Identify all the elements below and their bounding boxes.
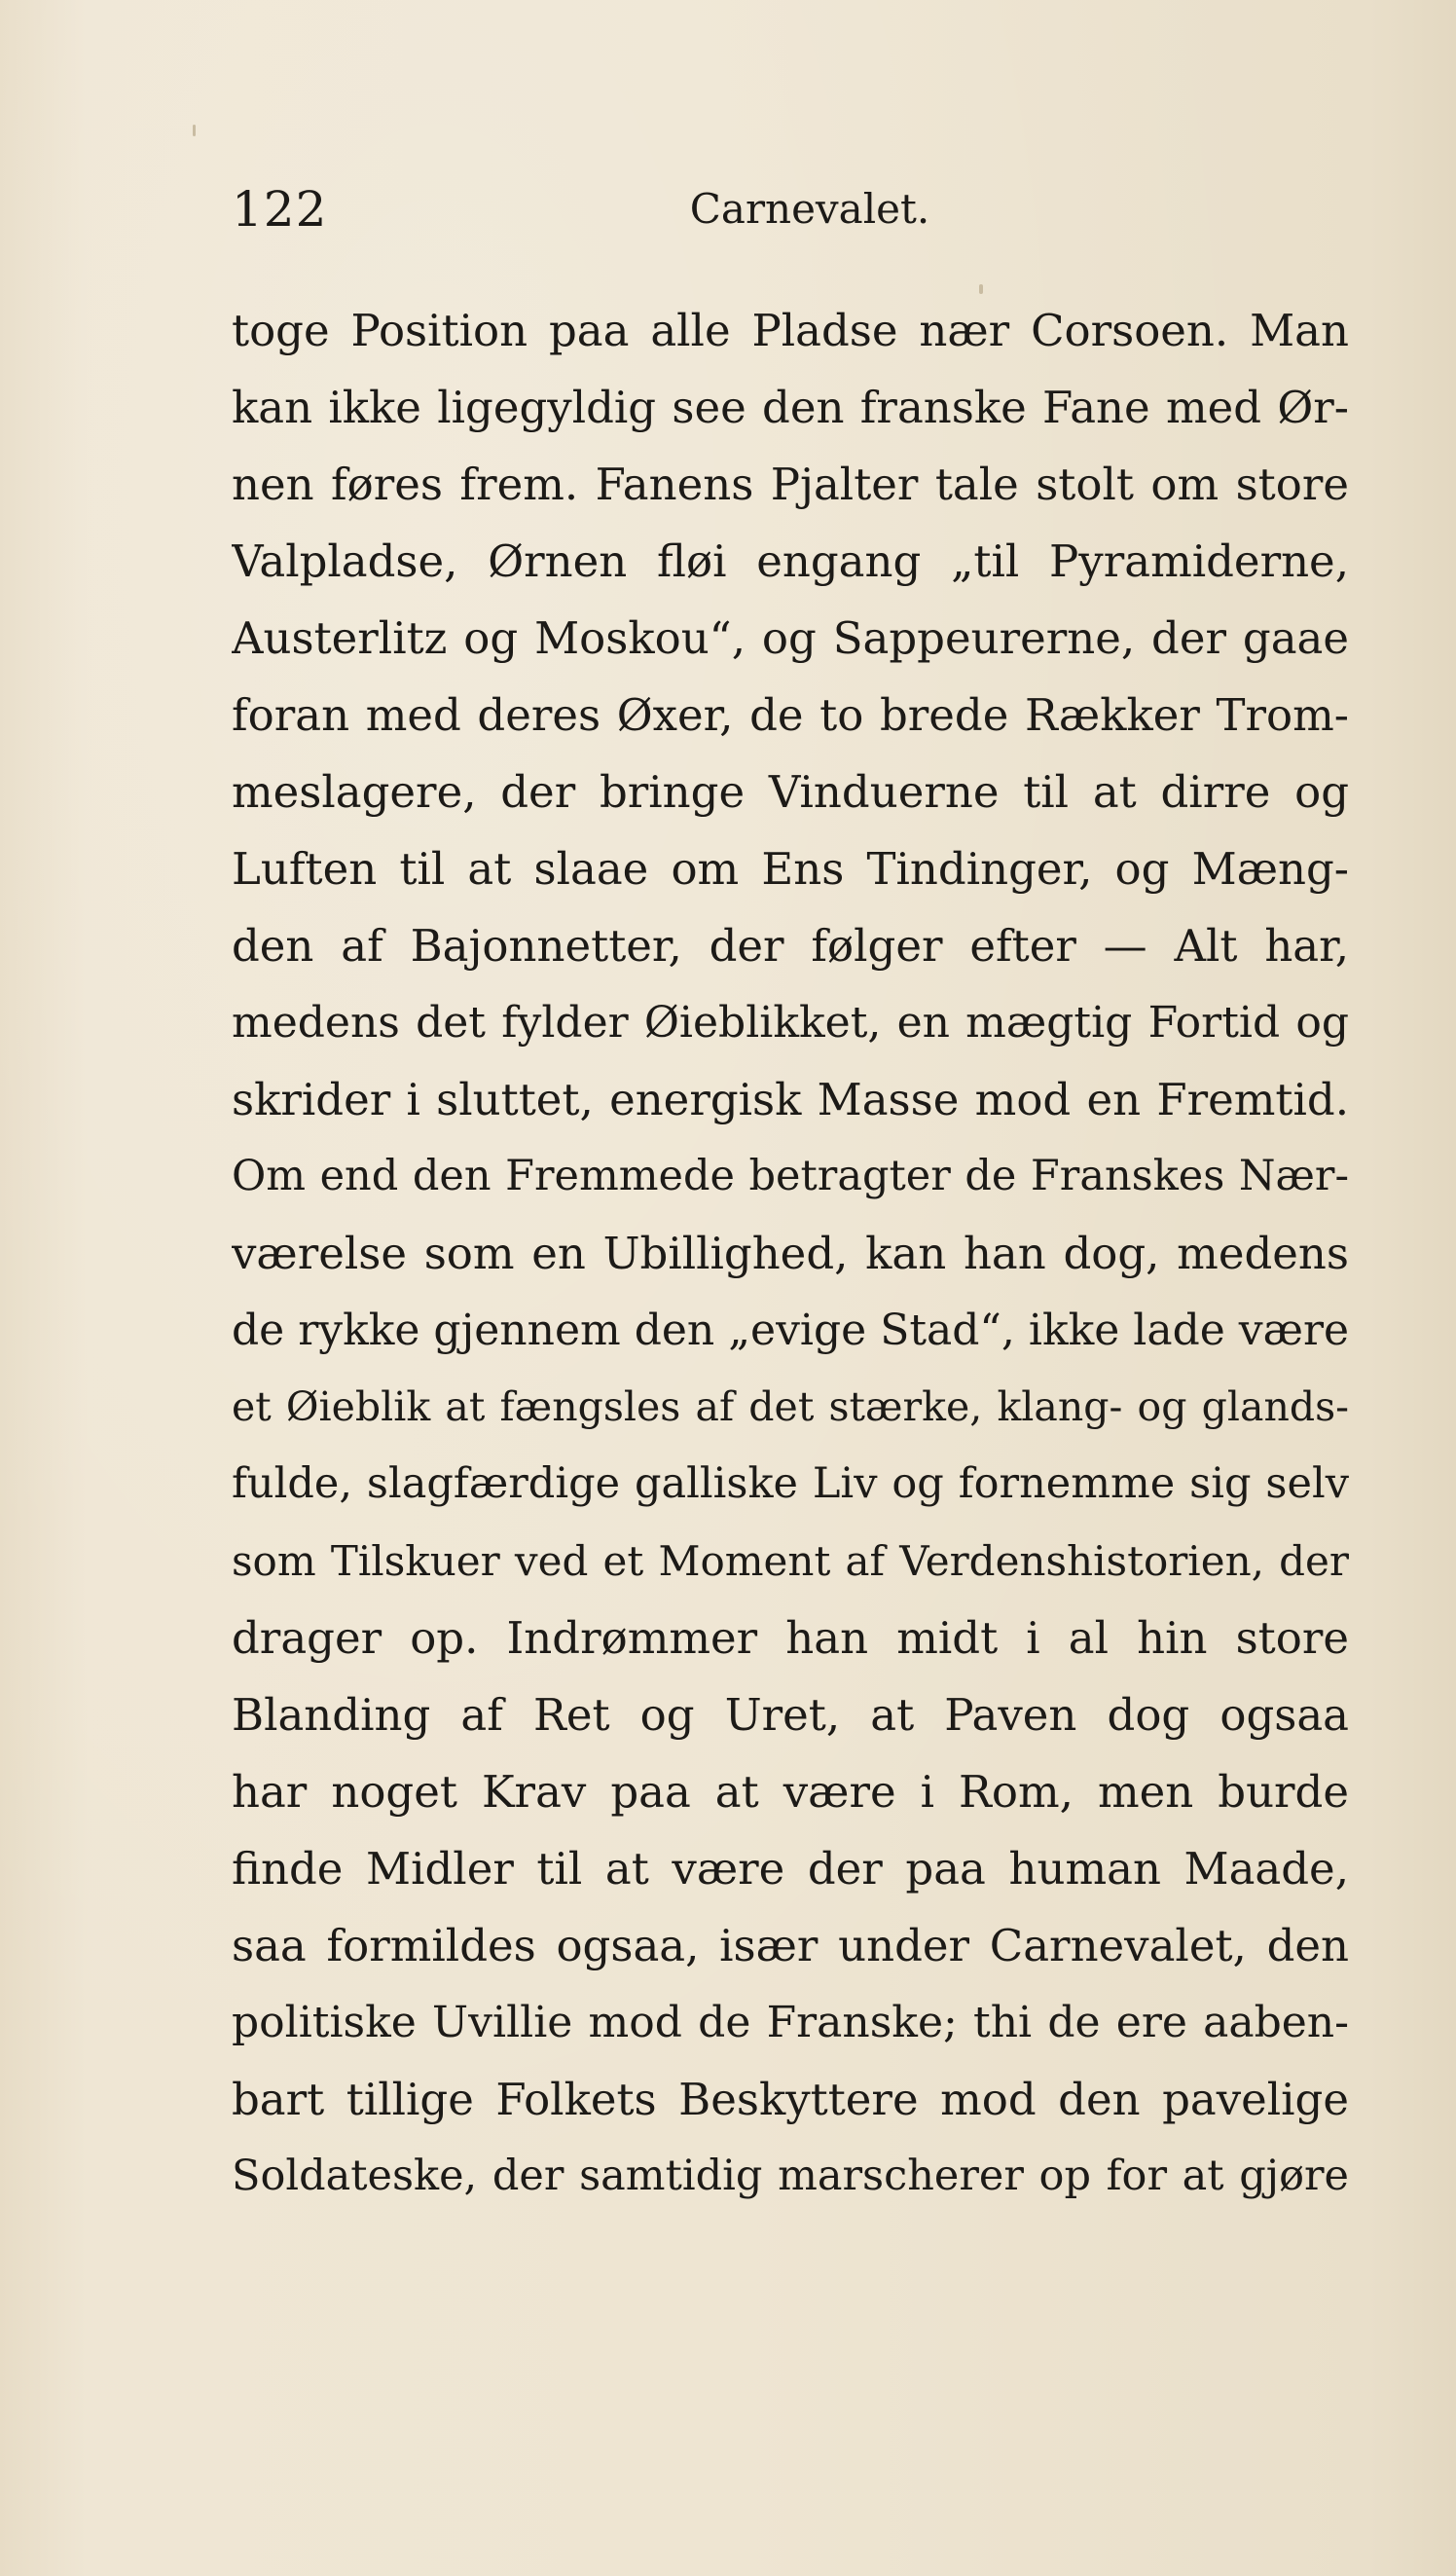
text-line: bart tillige Folkets Beskyttere mod den pavelige [232,2074,1349,2125]
text-line: saa formildes ogsaa, især under Carnevalet, den [232,1920,1349,1971]
text-line: den af Bajonnetter, der følger efter — Alt har, [232,920,1349,972]
text-line: værelse som en Ubillighed, kan han dog, medens [232,1228,1349,1279]
text-line: skrider i sluttet, energisk Masse mod en Fremtid. [232,1074,1349,1125]
text-line: meslagere, der bringe Vinduerne til at dirre og [232,766,1349,818]
running-title: Carnevalet. [689,185,930,233]
text-line: Austerlitz og Moskou“, og Sappeurerne, der gaae [232,612,1349,664]
text-line: har noget Krav paa at være i Rom, men burde [232,1766,1349,1818]
text-line: foran med deres Øxer, de to brede Rækker Trom- [232,689,1349,741]
text-line: drager op. Indrømmer han midt i al hin store [232,1612,1349,1664]
text-line: fulde, slagfærdige galliske Liv og fornemme sig selv [232,1459,1349,1508]
text-line: toge Position paa alle Pladse nær Corsoen. Man [232,305,1349,356]
text-line: Valpladse, Ørnen fløi engang „til Pyramiderne, [232,535,1349,587]
text-line: Om end den Fremmede betragter de Franskes Nær- [232,1152,1349,1200]
text-line: finde Midler til at være der paa human Maade, [232,1843,1349,1895]
text-line: Luften til at slaae om Ens Tindinger, og Mæng- [232,843,1349,895]
text-line: nen føres frem. Fanens Pjalter tale stolt om store [232,459,1349,510]
text-line: de rykke gjennem den „evige Stad“, ikke lade være [232,1306,1349,1355]
text-line: Blanding af Ret og Uret, at Paven dog ogsaa [232,1689,1349,1741]
page-header [232,175,1349,243]
text-line: politiske Uvillie mod de Franske; thi de ere aaben- [232,1998,1349,2047]
text-line: som Tilskuer ved et Moment af Verdenshistorien, der [232,1537,1349,1585]
page-number: 122 [232,181,328,238]
text-line: medens det fylder Øieblikket, en mægtig Fortid og [232,998,1349,1048]
text-line: et Øieblik at fængsles af det stærke, klang- og glands- [232,1383,1349,1430]
text-line: Soldateske, der samtidig marscherer op for at gjøre [232,2152,1349,2200]
paper-speck [193,125,196,136]
text-line: kan ikke ligegyldig see den franske Fane med Ør- [232,382,1349,433]
body-text [232,292,1349,2215]
